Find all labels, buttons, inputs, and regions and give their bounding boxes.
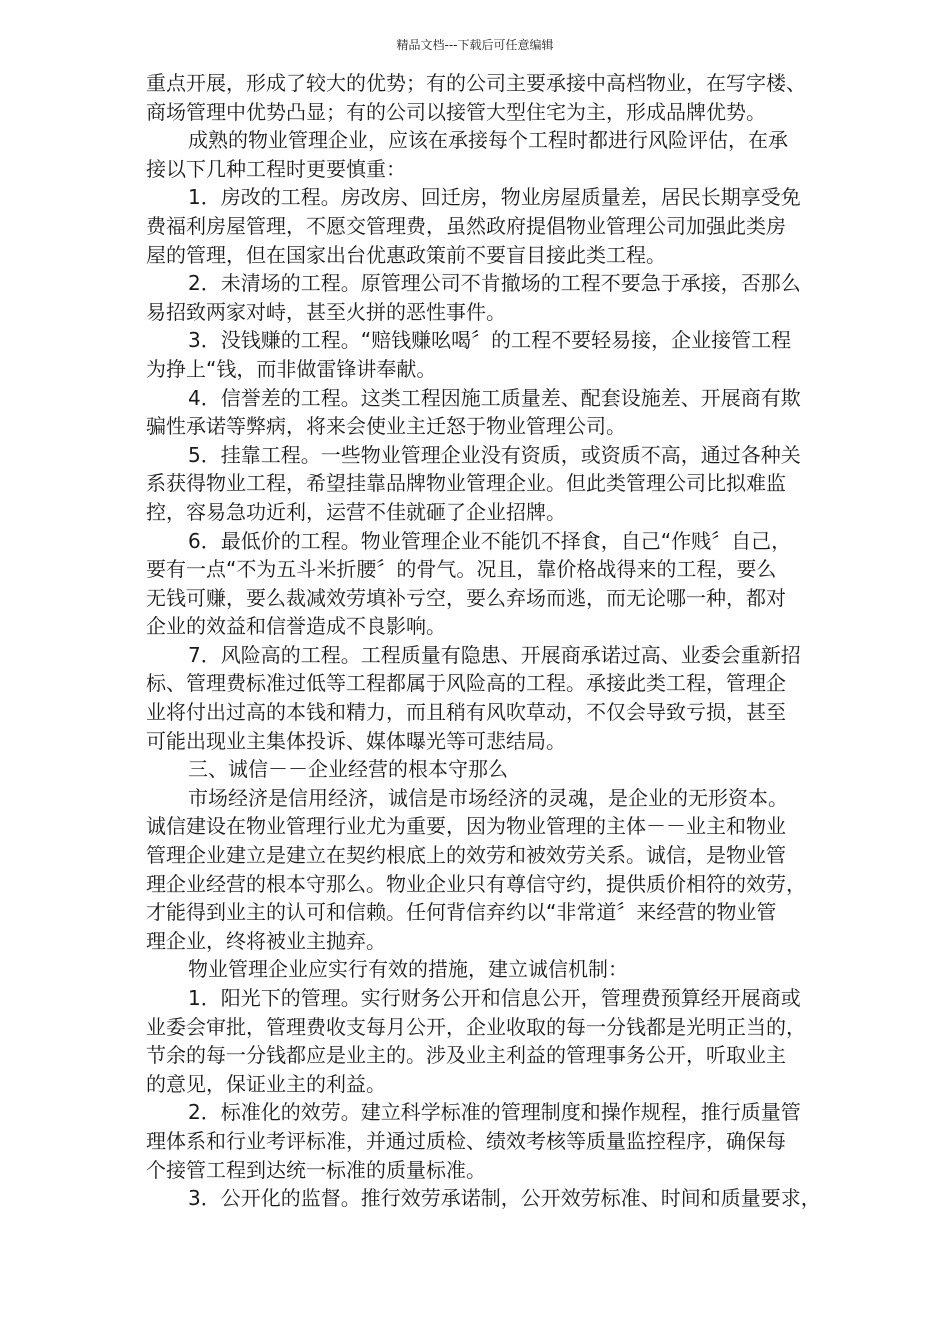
text-line: 业将付出过高的本钱和精力，而且稍有风吹草动，不仅会导致亏损，甚至 <box>146 700 786 725</box>
text-line: 1．阳光下的管理。实行财务公开和信息公开，管理费预算经开展商或 <box>188 986 801 1010</box>
text-line: 易招致两家对峙，甚至火拼的恶性事件。 <box>146 299 506 324</box>
text-line: 诚信建设在物业管理行业尤为重要，因为物业管理的主体－－业主和物业 <box>146 814 786 839</box>
text-line: 5．挂靠工程。一些物业管理企业没有资质，或资质不高，通过各种关 <box>188 442 801 467</box>
text-line: 三、诚信－－企业经营的根本守那么 <box>188 757 508 782</box>
text-line: 1．房改的工程。房改房、回迁房，物业房屋质量差，居民长期享受免 <box>188 185 801 210</box>
text-line: 的意见，保证业主的利益。 <box>146 1071 386 1096</box>
text-line: 可能出现业主集体投诉、媒体曝光等可悲结局。 <box>146 728 566 753</box>
text-line: 4．信誉差的工程。这类工程因施工质量差、配套设施差、开展商有欺 <box>188 385 801 410</box>
text-line: 个接管工程到达统一标准的质量标准。 <box>146 1157 486 1182</box>
text-line: 3．没钱赚的工程。“赔钱赚吆喝〞的工程不要轻易接，企业接管工程 <box>188 328 792 353</box>
text-line: 重点开展，形成了较大的优势；有的公司主要承接中高档物业，在写字楼、 <box>146 71 806 95</box>
text-line: 成熟的物业管理企业，应该在承接每个工程时都进行风险评估，在承 <box>188 128 788 153</box>
text-line: 控，容易急功近利，运营不佳就砸了企业招牌。 <box>146 499 566 524</box>
text-line: 物业管理企业应实行有效的措施，建立诚信机制： <box>188 957 628 982</box>
text-line: 管理企业建立是建立在契约根底上的效劳和被效劳关系。诚信，是物业管 <box>146 843 786 868</box>
text-line: 业委会审批，管理费收支每月公开，企业收取的每一分钱都是光明正当的， <box>146 1014 806 1039</box>
text-line: 才能得到业主的认可和信赖。任何背信弃约以“非常道〞来经营的物业管 <box>146 900 777 925</box>
text-line: 6．最低价的工程。物业管理企业不能饥不择食，自己“作贱〞自己， <box>188 528 792 553</box>
text-line: 2．标准化的效劳。建立科学标准的管理制度和操作规程，推行质量管 <box>188 1100 801 1125</box>
text-line: 商场管理中优势凸显；有的公司以接管大型住宅为主，形成品牌优势。 <box>146 99 766 124</box>
text-line: 无钱可赚，要么裁减效劳填补亏空，要么弃场而逃，而无论哪一种，都对 <box>146 585 786 610</box>
text-line: 市场经济是信用经济，诚信是市场经济的灵魂，是企业的无形资本。 <box>188 785 788 810</box>
text-line: 费福利房屋管理，不愿交管理费，虽然政府提倡物业管理公司加强此类房 <box>146 213 786 238</box>
text-line: 要有一点“不为五斗米折腰〞的骨气。况且，靠价格战得来的工程，要么 <box>146 557 777 582</box>
text-line: 为挣上“钱，而非做雷锋讲奉献。 <box>146 356 437 381</box>
text-line: 骗性承诺等弊病，将来会使业主迁怒于物业管理公司。 <box>146 414 626 439</box>
text-line: 3．公开化的监督。推行效劳承诺制，公开效劳标准、时间和质量要求， <box>188 1186 821 1211</box>
text-line: 接以下几种工程时更要慎重： <box>146 156 406 181</box>
text-line: 系获得物业工程，希望挂靠品牌物业管理企业。但此类管理公司比拟难监 <box>146 471 786 496</box>
text-line: 节余的每一分钱都应是业主的。涉及业主利益的管理事务公开，听取业主 <box>146 1043 786 1068</box>
text-line: 理企业经营的根本守那么。物业企业只有尊信守约，提供质价相符的效劳， <box>146 871 806 896</box>
text-line: 理企业，终将被业主抛弃。 <box>146 928 386 953</box>
text-line: 企业的效益和信誉造成不良影响。 <box>146 614 446 639</box>
page-header: 精品文档---下载后可任意编辑 <box>396 38 554 52</box>
text-line: 标、管理费标准过低等工程都属于风险高的工程。承接此类工程，管理企 <box>146 671 786 696</box>
text-line: 2．未清场的工程。原管理公司不肯撤场的工程不要急于承接，否那么 <box>188 271 801 296</box>
text-line: 理体系和行业考评标准，并通过质检、绩效考核等质量监控程序，确保每 <box>146 1128 786 1153</box>
text-line: 7．风险高的工程。工程质量有隐患、开展商承诺过高、业委会重新招 <box>188 642 801 667</box>
document-body <box>146 69 881 1213</box>
text-line: 屋的管理，但在国家出台优惠政策前不要盲目接此类工程。 <box>146 242 666 267</box>
